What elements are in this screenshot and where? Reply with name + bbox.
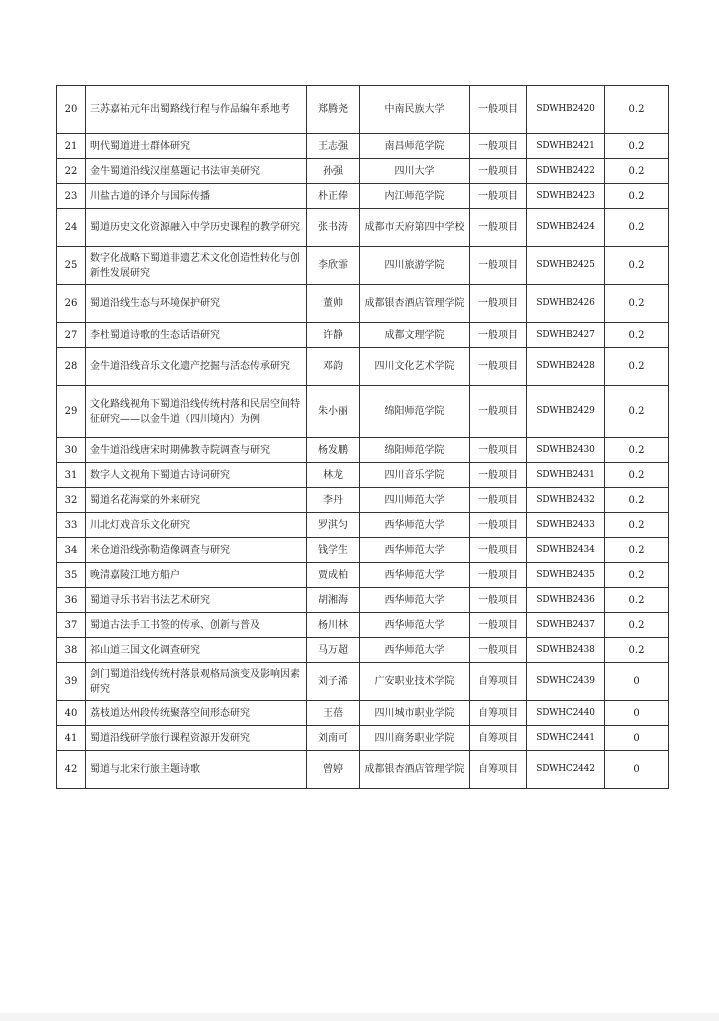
row-number-cell: 29 [57, 386, 86, 438]
project-leader-cell: 邓韵 [307, 348, 360, 386]
project-code-cell: SDWHB2438 [527, 638, 605, 663]
project-type-cell: 一般项目 [470, 86, 527, 134]
project-title-cell: 蜀道寻乐书岩书法艺术研究 [86, 588, 307, 613]
table-row [57, 538, 669, 563]
project-leader-cell: 贾成柏 [307, 563, 360, 588]
project-code-cell: SDWHC2441 [527, 726, 605, 751]
funding-amount-cell: 0.2 [605, 184, 669, 209]
institution-cell: 四川师范大学 [360, 488, 470, 513]
row-number-cell: 32 [57, 488, 86, 513]
project-type-cell: 一般项目 [470, 588, 527, 613]
project-title-cell: 蜀道沿线生态与环境保护研究 [86, 285, 307, 323]
project-type-cell: 一般项目 [470, 613, 527, 638]
project-type-cell: 一般项目 [470, 184, 527, 209]
project-leader-cell: 林龙 [307, 463, 360, 488]
project-code-cell: SDWHC2440 [527, 701, 605, 726]
institution-cell: 绵阳师范学院 [360, 438, 470, 463]
table-row [57, 751, 669, 789]
funding-amount-cell: 0.2 [605, 209, 669, 247]
project-type-cell: 一般项目 [470, 488, 527, 513]
funding-amount-cell: 0.2 [605, 588, 669, 613]
table-row [57, 663, 669, 701]
project-type-cell: 一般项目 [470, 323, 527, 348]
institution-cell: 西华师范大学 [360, 513, 470, 538]
funding-amount-cell: 0.2 [605, 348, 669, 386]
institution-cell: 成都市天府第四中学校 [360, 209, 470, 247]
project-type-cell: 自筹项目 [470, 701, 527, 726]
project-code-cell: SDWHB2435 [527, 563, 605, 588]
institution-cell: 四川大学 [360, 159, 470, 184]
project-type-cell: 一般项目 [470, 159, 527, 184]
project-leader-cell: 杨川林 [307, 613, 360, 638]
project-code-cell: SDWHB2426 [527, 285, 605, 323]
funding-amount-cell: 0.2 [605, 285, 669, 323]
project-title-cell: 蜀道历史文化资源融入中学历史课程的教学研究 [86, 209, 307, 247]
funding-amount-cell: 0.2 [605, 86, 669, 134]
project-leader-cell: 杨发鹏 [307, 438, 360, 463]
table-row [57, 247, 669, 285]
table-body [57, 86, 669, 789]
project-title-cell: 金牛道沿线唐宋时期佛教寺院调查与研究 [86, 438, 307, 463]
funding-amount-cell: 0.2 [605, 563, 669, 588]
project-title-cell: 荔枝道达州段传统聚落空间形态研究 [86, 701, 307, 726]
row-number-cell: 36 [57, 588, 86, 613]
project-type-cell: 一般项目 [470, 386, 527, 438]
project-leader-cell: 罗淇匀 [307, 513, 360, 538]
institution-cell: 西华师范大学 [360, 588, 470, 613]
project-title-cell: 明代蜀道进士群体研究 [86, 134, 307, 159]
project-type-cell: 一般项目 [470, 285, 527, 323]
funding-amount-cell: 0 [605, 701, 669, 726]
project-title-cell: 祁山道三国文化调查研究 [86, 638, 307, 663]
row-number-cell: 42 [57, 751, 86, 789]
project-title-cell: 蜀道沿线研学旅行课程资源开发研究 [86, 726, 307, 751]
institution-cell: 西华师范大学 [360, 538, 470, 563]
project-leader-cell: 钱学生 [307, 538, 360, 563]
table-row [57, 463, 669, 488]
row-number-cell: 40 [57, 701, 86, 726]
funding-amount-cell: 0.2 [605, 438, 669, 463]
project-title-cell: 剑门蜀道沿线传统村落景观格局演变及影响因素研究 [86, 663, 307, 701]
row-number-cell: 26 [57, 285, 86, 323]
project-code-cell: SDWHB2432 [527, 488, 605, 513]
row-number-cell: 31 [57, 463, 86, 488]
project-type-cell: 一般项目 [470, 563, 527, 588]
project-code-cell: SDWHC2439 [527, 663, 605, 701]
table-row [57, 513, 669, 538]
funding-amount-cell: 0.2 [605, 323, 669, 348]
project-type-cell: 一般项目 [470, 134, 527, 159]
project-code-cell: SDWHB2421 [527, 134, 605, 159]
institution-cell: 南昌师范学院 [360, 134, 470, 159]
table-row [57, 386, 669, 438]
table-row [57, 209, 669, 247]
funding-amount-cell: 0.2 [605, 247, 669, 285]
project-list-table [56, 85, 669, 789]
row-number-cell: 34 [57, 538, 86, 563]
project-code-cell: SDWHB2431 [527, 463, 605, 488]
project-leader-cell: 刘南可 [307, 726, 360, 751]
project-leader-cell: 郑腾尧 [307, 86, 360, 134]
project-leader-cell: 李丹 [307, 488, 360, 513]
institution-cell: 成都银杏酒店管理学院 [360, 285, 470, 323]
row-number-cell: 30 [57, 438, 86, 463]
project-title-cell: 金牛蜀道沿线汉崖墓题记书法审美研究 [86, 159, 307, 184]
funding-amount-cell: 0.2 [605, 538, 669, 563]
project-leader-cell: 王志强 [307, 134, 360, 159]
table-row [57, 134, 669, 159]
funding-amount-cell: 0.2 [605, 159, 669, 184]
institution-cell: 四川文化艺术学院 [360, 348, 470, 386]
project-title-cell: 蜀道名花海棠的外来研究 [86, 488, 307, 513]
project-type-cell: 一般项目 [470, 513, 527, 538]
project-type-cell: 一般项目 [470, 463, 527, 488]
row-number-cell: 25 [57, 247, 86, 285]
project-code-cell: SDWHB2427 [527, 323, 605, 348]
institution-cell: 中南民族大学 [360, 86, 470, 134]
project-leader-cell: 胡湘海 [307, 588, 360, 613]
table-row [57, 285, 669, 323]
project-code-cell: SDWHB2422 [527, 159, 605, 184]
project-title-cell: 米仓道沿线弥勒造像调查与研究 [86, 538, 307, 563]
institution-cell: 四川商务职业学院 [360, 726, 470, 751]
row-number-cell: 21 [57, 134, 86, 159]
row-number-cell: 39 [57, 663, 86, 701]
institution-cell: 内江师范学院 [360, 184, 470, 209]
row-number-cell: 24 [57, 209, 86, 247]
table-row [57, 159, 669, 184]
project-title-cell: 数字化战略下蜀道非遗艺术文化创造性转化与创新性发展研究 [86, 247, 307, 285]
institution-cell: 绵阳师范学院 [360, 386, 470, 438]
project-code-cell: SDWHB2437 [527, 613, 605, 638]
project-leader-cell: 刘子浠 [307, 663, 360, 701]
page-bottom-edge [0, 1013, 719, 1021]
project-code-cell: SDWHB2420 [527, 86, 605, 134]
project-leader-cell: 曾婷 [307, 751, 360, 789]
project-title-cell: 李杜蜀道诗歌的生态话语研究 [86, 323, 307, 348]
project-type-cell: 一般项目 [470, 438, 527, 463]
table-row [57, 488, 669, 513]
project-title-cell: 川北灯戏音乐文化研究 [86, 513, 307, 538]
table-row [57, 86, 669, 134]
funding-amount-cell: 0.2 [605, 386, 669, 438]
table-row [57, 726, 669, 751]
project-type-cell: 一般项目 [470, 209, 527, 247]
project-code-cell: SDWHB2429 [527, 386, 605, 438]
funding-amount-cell: 0 [605, 751, 669, 789]
project-leader-cell: 马万超 [307, 638, 360, 663]
funding-amount-cell: 0.2 [605, 638, 669, 663]
table-row [57, 613, 669, 638]
funding-amount-cell: 0.2 [605, 513, 669, 538]
project-type-cell: 一般项目 [470, 638, 527, 663]
institution-cell: 广安职业技术学院 [360, 663, 470, 701]
project-leader-cell: 朱小丽 [307, 386, 360, 438]
row-number-cell: 37 [57, 613, 86, 638]
funding-amount-cell: 0 [605, 663, 669, 701]
row-number-cell: 23 [57, 184, 86, 209]
table-row [57, 638, 669, 663]
project-code-cell: SDWHB2424 [527, 209, 605, 247]
institution-cell: 西华师范大学 [360, 563, 470, 588]
project-title-cell: 数字人文视角下蜀道古诗词研究 [86, 463, 307, 488]
project-code-cell: SDWHC2442 [527, 751, 605, 789]
row-number-cell: 27 [57, 323, 86, 348]
row-number-cell: 35 [57, 563, 86, 588]
project-leader-cell: 朴正俸 [307, 184, 360, 209]
project-code-cell: SDWHB2425 [527, 247, 605, 285]
project-title-cell: 晚清嘉陵江地方船户 [86, 563, 307, 588]
funding-amount-cell: 0.2 [605, 463, 669, 488]
project-code-cell: SDWHB2428 [527, 348, 605, 386]
project-leader-cell: 王蓓 [307, 701, 360, 726]
table-row [57, 588, 669, 613]
project-code-cell: SDWHB2436 [527, 588, 605, 613]
table-row [57, 563, 669, 588]
institution-cell: 成都文理学院 [360, 323, 470, 348]
table-row [57, 438, 669, 463]
project-type-cell: 一般项目 [470, 538, 527, 563]
funding-amount-cell: 0.2 [605, 488, 669, 513]
institution-cell: 四川城市职业学院 [360, 701, 470, 726]
project-code-cell: SDWHB2423 [527, 184, 605, 209]
row-number-cell: 28 [57, 348, 86, 386]
institution-cell: 四川音乐学院 [360, 463, 470, 488]
project-code-cell: SDWHB2433 [527, 513, 605, 538]
institution-cell: 西华师范大学 [360, 613, 470, 638]
project-type-cell: 自筹项目 [470, 726, 527, 751]
project-title-cell: 川盐古道的译介与国际传播 [86, 184, 307, 209]
institution-cell: 西华师范大学 [360, 638, 470, 663]
project-leader-cell: 孙强 [307, 159, 360, 184]
project-title-cell: 蜀道古法手工书签的传承、创新与普及 [86, 613, 307, 638]
funding-amount-cell: 0.2 [605, 613, 669, 638]
table-row [57, 348, 669, 386]
project-title-cell: 三苏嘉祐元年出蜀路线行程与作品编年系地考 [86, 86, 307, 134]
project-leader-cell: 张书涛 [307, 209, 360, 247]
project-code-cell: SDWHB2430 [527, 438, 605, 463]
project-leader-cell: 许静 [307, 323, 360, 348]
project-code-cell: SDWHB2434 [527, 538, 605, 563]
row-number-cell: 41 [57, 726, 86, 751]
project-title-cell: 蜀道与北宋行旅主题诗歌 [86, 751, 307, 789]
project-leader-cell: 董帅 [307, 285, 360, 323]
row-number-cell: 33 [57, 513, 86, 538]
funding-amount-cell: 0.2 [605, 134, 669, 159]
project-leader-cell: 李欣霏 [307, 247, 360, 285]
project-type-cell: 自筹项目 [470, 663, 527, 701]
project-type-cell: 一般项目 [470, 348, 527, 386]
institution-cell: 四川旅游学院 [360, 247, 470, 285]
project-type-cell: 一般项目 [470, 247, 527, 285]
project-title-cell: 金牛道沿线音乐文化遗产挖掘与活态传承研究 [86, 348, 307, 386]
project-title-cell: 文化路线视角下蜀道沿线传统村落和民居空间特征研究——以金牛道（四川境内）为例 [86, 386, 307, 438]
row-number-cell: 20 [57, 86, 86, 134]
table-row [57, 184, 669, 209]
row-number-cell: 38 [57, 638, 86, 663]
funding-amount-cell: 0 [605, 726, 669, 751]
project-type-cell: 自筹项目 [470, 751, 527, 789]
table-row [57, 323, 669, 348]
table-row [57, 701, 669, 726]
row-number-cell: 22 [57, 159, 86, 184]
institution-cell: 成都银杏酒店管理学院 [360, 751, 470, 789]
